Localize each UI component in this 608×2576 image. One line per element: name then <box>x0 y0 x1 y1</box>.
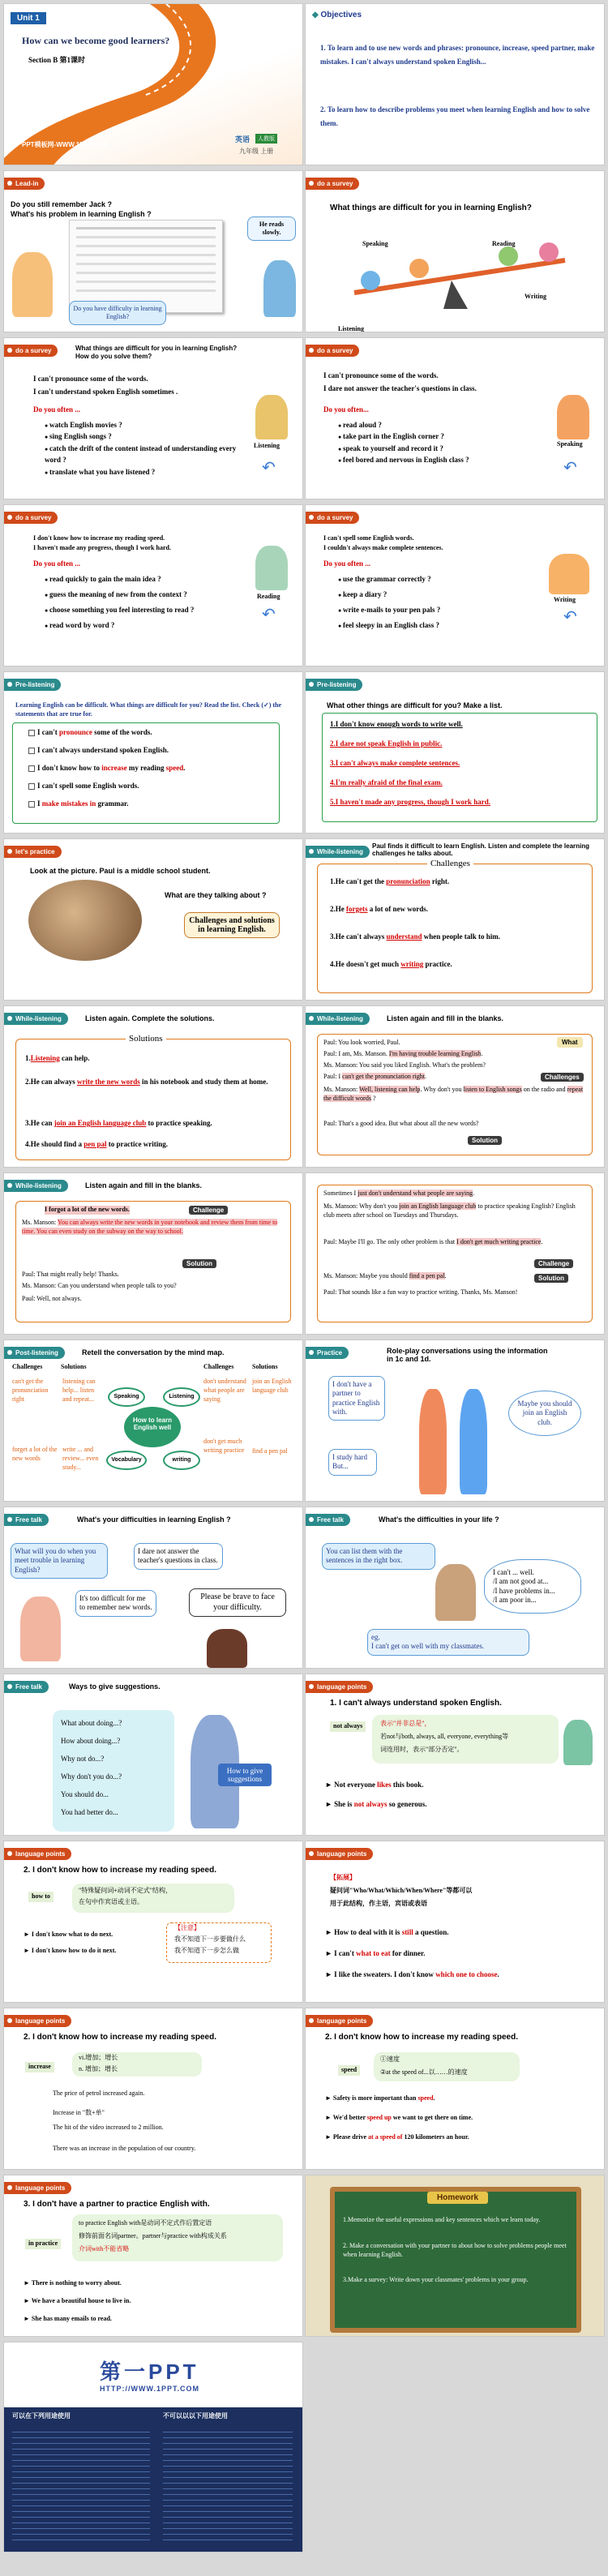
vocab-solution: write ... and review... even study... <box>62 1446 99 1471</box>
sentence: 1. I can't always understand spoken English. <box>330 1699 502 1708</box>
slide-dialogue-2[interactable] <box>3 1172 303 1335</box>
phrase-5: You should do... <box>61 1790 109 1798</box>
section-tag: While-listening <box>4 1013 68 1025</box>
solutions-label: Solutions <box>252 1363 278 1370</box>
speaking-person-illustration <box>557 395 589 439</box>
example-1: ► Not everyone likes this book. <box>325 1781 424 1789</box>
book-page-image <box>69 220 223 313</box>
slide-lead-in[interactable] <box>3 170 303 332</box>
listening-person-illustration <box>255 395 288 439</box>
suggestion-item: ● read word by word ? <box>45 618 263 633</box>
thinking-student-illustration <box>435 1564 476 1621</box>
example-5: ► I like the sweaters. I don't know which one to choose. <box>325 1970 499 1978</box>
instruction: Listen again. Complete the solutions. <box>85 1014 215 1022</box>
section-tag: language points <box>4 2015 71 2027</box>
section-tag: While-listening <box>306 1013 370 1025</box>
list-item-1: 1.I don't know enough words to write well. <box>330 720 463 728</box>
reading-person-illustration <box>255 546 288 590</box>
solution-4: 4.He should find a pen pal to practice writing. <box>25 1140 169 1148</box>
section-tag: do a survey <box>306 512 359 524</box>
sentence: 2. I don't know how to increase my reading speed. <box>24 2033 216 2042</box>
challenge-3: 3.He can't always understand when people talk to him. <box>330 932 501 941</box>
what-badge: What <box>557 1037 583 1048</box>
back-arrow-icon[interactable]: ↶ <box>262 459 276 477</box>
question: What other things are difficult for you? Make a list. <box>327 701 503 709</box>
meaning-noun: n. 增加；增长 <box>79 2065 118 2072</box>
suggestion-item: ● catch the drift of the content instead of understanding every word ? <box>45 443 247 466</box>
suggestion-item: ● read aloud ? <box>338 419 541 431</box>
suggestion-item: ● watch English movies ? <box>45 419 247 431</box>
section-tag: Free talk <box>306 1514 350 1526</box>
list-item-4: 4.I'm really afraid of the final exam. <box>330 778 443 787</box>
back-arrow-icon[interactable]: ↶ <box>563 608 577 626</box>
note-2: 若not与both, always, all, everyone, everything等 <box>380 1733 509 1740</box>
unit-badge: Unit 1 <box>11 12 46 24</box>
student-boy-illustration <box>460 1389 487 1494</box>
lesson-title: How can we become good learners? <box>22 35 170 46</box>
slide-survey-difficult[interactable] <box>305 170 605 332</box>
challenges-label: Challenges <box>12 1363 43 1370</box>
slide-dialogue-1[interactable] <box>305 1005 605 1168</box>
skill-label: Writing <box>554 596 576 603</box>
checkbox[interactable] <box>28 801 35 808</box>
phrase-2: How about doing...? <box>61 1737 121 1745</box>
phrase-3: Why not do...? <box>61 1755 105 1763</box>
definition-1: The price of petrol increased again. <box>53 2090 145 2097</box>
example-3: ► How to deal with it is still a question. <box>325 1928 449 1936</box>
problem-2: I haven't made any progress, though I work hard. <box>33 544 171 551</box>
girl-illustration <box>12 252 53 317</box>
instruction: Learning English can be difficult. What things are difficult for you? Read the list. Check (✓) the statements that are true for. <box>15 701 282 718</box>
section-tag: Free talk <box>4 1681 49 1693</box>
writing-solution: find a pen pal <box>252 1447 288 1455</box>
slide-free-talk-2[interactable] <box>305 1507 605 1669</box>
line-1: Sometimes I just don't understand what people are saying. <box>323 1189 475 1197</box>
line-3: Paul: Maybe I'll go. The only other problem is that I don't get much writing practice. <box>323 1238 543 1245</box>
vocabulary-node: Vocabulary <box>106 1451 147 1470</box>
example-4: ► I can't what to eat for dinner. <box>325 1949 426 1957</box>
disallowed-uses-heading: 不可以以以下用途使用 <box>163 2412 228 2420</box>
section-tag: Lead-in <box>4 178 45 190</box>
slide-language-point-6[interactable] <box>3 2175 303 2337</box>
note-3: 词连用时，表示"部分否定"。 <box>380 1746 464 1753</box>
solution-2: 2.He can always write the new words in his notebook and study them at home. <box>25 1078 268 1086</box>
speech-bubble: I dare not answer the teacher's questions in class. <box>134 1543 223 1570</box>
solution-3: 3.He can join an English language club to practice speaking. <box>25 1119 212 1127</box>
section-tag: do a survey <box>4 345 58 357</box>
link-list-right[interactable] <box>163 2427 293 2540</box>
solutions-heading: Solutions <box>126 1034 166 1044</box>
challenge-1: 1.He can't get the pronunciation right. <box>330 877 450 885</box>
suggestion-sign: How to give suggestions <box>218 1764 272 1786</box>
sentence-bubble: I can't ... well. /I am not good at... /I have problems in... /I am poor in... <box>484 1559 581 1614</box>
skill-label: Listening <box>254 442 280 449</box>
vocab-challenge: forget a lot of the new words <box>12 1446 58 1462</box>
meaning-2: ②at the speed of...以……的速度 <box>380 2068 468 2076</box>
section-tag: Pre-listening <box>4 679 61 691</box>
sentence: 2. I don't know how to increase my reading speed. <box>24 1866 216 1875</box>
objective-1: 1. To learn and to use new words and phrases: pronounce, increase, speed partner, make mistakes. I can't always understand spoken English... <box>320 44 595 66</box>
line-2: Ms. Manson: Why don't you join an English language club to practice speaking English? English club meets after school on Tuesdays and Thursdays. <box>323 1202 576 1219</box>
section-tag: do a survey <box>4 512 58 524</box>
solutions-label: Solutions <box>61 1363 87 1370</box>
section-tag: Post-listening <box>4 1347 65 1359</box>
thinking-girl-illustration <box>20 1597 61 1661</box>
logo-text: 第一PPT <box>100 2360 199 2384</box>
homework-2: 2. Make a conversation with your partner to about how to solve problems people meet when learning English. <box>343 2242 567 2258</box>
list-item-3: 3.I can't always make complete sentences. <box>330 759 460 767</box>
speaking-node: Speaking <box>108 1387 145 1407</box>
line-5: Paul: That sounds like a fun way to practice writing. Thanks, Ms. Manson! <box>323 1288 518 1296</box>
keyword: speed <box>338 2065 360 2076</box>
question: What's the difficulties in your life ? <box>379 1515 499 1524</box>
checkbox[interactable] <box>28 748 35 754</box>
suggestion-item: ● keep a diary ? <box>338 587 541 602</box>
suggestion-item: ● use the grammar correctly ? <box>338 572 541 587</box>
instruction: Role-play conversations using the information in 1c and 1d. <box>387 1347 548 1363</box>
section-tag: language points <box>306 1681 373 1693</box>
note-2: 在句中作宾语或主语。 <box>79 1898 143 1905</box>
homework-3: 3.Make a survey: Write down your classmates' problems in your group. <box>343 2276 529 2283</box>
check-item-1[interactable]: I can't pronounce some of the words. <box>28 727 152 737</box>
phrase-6: You had better do... <box>61 1808 118 1816</box>
writing-node: writing <box>163 1451 200 1470</box>
suggestion-item: ● speak to yourself and record it ? <box>338 443 541 454</box>
problem-1: I can't pronounce some of the words. <box>33 375 148 383</box>
instruction: Listen again and fill in the blanks. <box>387 1014 504 1022</box>
solution-label: Solution <box>534 1274 568 1283</box>
chalkboard <box>330 2187 581 2333</box>
speech-bubble: I don't have a partner to practice English with. <box>328 1376 385 1421</box>
talk-question: What are they talking about ? <box>165 891 267 899</box>
book-label: 英语 <box>235 135 250 144</box>
label-writing: Writing <box>525 293 546 300</box>
check-item-3[interactable]: I don't know how to increase my reading speed. <box>28 763 185 773</box>
example-1: ► I don't know what to do next. <box>24 1931 113 1938</box>
question: What things are difficult for you in learning English? <box>330 204 532 212</box>
note-text-2: 我不知道下一步怎么做 <box>174 1947 239 1954</box>
checklist-box <box>12 722 280 824</box>
slide-lets-practice[interactable] <box>3 838 303 1001</box>
section-tag: do a survey <box>306 178 359 190</box>
section-tag: Practice <box>306 1347 349 1359</box>
phrase-1: What about doing...? <box>61 1719 122 1727</box>
check-item-2[interactable]: I can't always understand spoken English. <box>28 745 169 755</box>
label-listening: Listening <box>338 325 365 332</box>
instruction: Listen again and fill in the blanks. <box>85 1181 203 1189</box>
label-speaking: Speaking <box>362 240 388 247</box>
note-1: 表示"并非总是"， <box>380 1720 431 1727</box>
slide-prelistening-check[interactable] <box>3 671 303 834</box>
slide-suggestions[interactable] <box>3 1674 303 1836</box>
challenges-label: Challenges <box>541 1073 584 1082</box>
line-2: Paul: I am, Ms. Manson. I'm having trouble learning English. <box>323 1050 483 1057</box>
section-tag: let's practice <box>4 846 62 858</box>
slide-challenges[interactable] <box>305 838 605 1001</box>
sentence: 2. I don't know how to increase my reading speed. <box>325 2033 518 2042</box>
line-6: Paul: That's a good idea. But what about all the new words? <box>323 1120 479 1127</box>
slide-role-play[interactable] <box>305 1339 605 1502</box>
example-2: ► I don't know how to do it next. <box>24 1947 117 1954</box>
check-item-5[interactable]: I make mistakes in grammar. <box>28 799 128 808</box>
section-tag: language points <box>306 1848 373 1860</box>
diamond-icon: ◆ <box>312 11 321 19</box>
extension-1: 疑问词"Who/What/Which/When/Where"等都可以 <box>330 1887 473 1894</box>
suggestion-item: ● sing English songs ? <box>45 431 247 442</box>
definition-2: Increase in "数+单" <box>53 2109 105 2116</box>
instruction: Retell the conversation by the mind map. <box>82 1348 225 1357</box>
section-tag: language points <box>306 2015 373 2027</box>
speech-bubble: Maybe you should join an English club. <box>508 1391 581 1436</box>
classroom-photo <box>28 880 142 961</box>
slide-solutions[interactable] <box>3 1005 303 1168</box>
question: Ways to give suggestions. <box>69 1682 161 1691</box>
listening-challenge: don't understand what people are saying <box>203 1378 246 1403</box>
checkbox[interactable] <box>28 765 35 772</box>
suggestion-item: ● choose something you feel interesting to read ? <box>45 602 263 618</box>
often-label: Do you often ... <box>323 559 370 568</box>
note-2: 修饰前面名词partner。partner与practice with构成关系 <box>79 2232 227 2240</box>
note-3: 介词with不能省略 <box>79 2245 130 2252</box>
slide-language-point-4[interactable] <box>3 2008 303 2170</box>
challenge-2: 2.He forgets a lot of new words. <box>330 905 428 913</box>
note-text-1: 我不知道下一步要做什么 <box>174 1935 246 1943</box>
often-label: Do you often ... <box>33 405 80 414</box>
checkbox[interactable] <box>28 783 35 790</box>
section-tag: language points <box>4 2182 71 2194</box>
line-4: Paul: I can't get the pronunciation right. <box>323 1073 426 1080</box>
student-illustration <box>563 1720 593 1765</box>
writing-challenge: don't get much writing practice <box>203 1438 245 1454</box>
skill-label: Speaking <box>557 440 583 448</box>
prompt: Look at the picture. Paul is a middle school student. <box>30 867 211 875</box>
slide-language-point-1[interactable] <box>305 1674 605 1836</box>
slide-mind-map[interactable] <box>3 1339 303 1502</box>
suggestion-item: ● write e-mails to your pen pals ? <box>338 602 541 618</box>
problem-1: I can't pronounce some of the words. <box>323 371 439 379</box>
press-badge: 人教版 <box>255 134 277 144</box>
student-girl-illustration <box>419 1389 447 1494</box>
section-tag: While-listening <box>306 846 370 858</box>
example-2: ► We have a beautiful house to live in. <box>24 2297 131 2304</box>
often-label: Do you often... <box>323 405 369 414</box>
keyword: increase <box>25 2062 54 2072</box>
homework-title: Homework <box>427 2192 488 2204</box>
slide-credits[interactable] <box>3 2342 303 2552</box>
slide-prelistening-list[interactable] <box>305 671 605 834</box>
challenges-heading: Challenges <box>427 859 473 868</box>
instruction: Paul finds it difficult to learn English. Listen and complete the learning challenges he talks about. <box>372 842 590 857</box>
example-1: ► Safety is more important than speed. <box>325 2094 435 2102</box>
answer-bubble: Challenges and solutions in learning English. <box>184 912 280 938</box>
example-3: ► Please drive at a speed of 120 kilometers an hour. <box>325 2133 469 2141</box>
meaning-1: ①速度 <box>380 2055 400 2063</box>
question-1: Do you still remember Jack ? <box>11 200 113 208</box>
problem-2: I can't understand spoken English sometimes . <box>33 388 178 396</box>
keyword: not always <box>330 1721 366 1732</box>
problem-1: I can't spell some English words. <box>323 534 414 542</box>
line-5: Paul: Well, not always. <box>22 1295 82 1302</box>
suggestion-item: ● read quickly to gain the main idea ? <box>45 572 263 587</box>
objectives-header: ◆ Objectives <box>312 11 362 19</box>
writing-person-illustration <box>549 554 589 594</box>
line-1: I forgot a lot of the new words. <box>45 1206 130 1213</box>
problem-2: I couldn't always make complete sentences. <box>323 544 443 551</box>
phrase-4: Why don't you do...? <box>61 1772 122 1781</box>
encourage-bubble: Please be brave to face your difficulty. <box>189 1588 286 1617</box>
slide-dialogue-3[interactable] <box>305 1172 605 1335</box>
slide-homework[interactable] <box>305 2175 605 2337</box>
homework-1: 1.Memorize the useful expressions and key sentences which we learn today. <box>343 2216 541 2223</box>
solution-label: Solution <box>468 1136 502 1145</box>
grade-label: 九年级 上册 <box>239 148 274 155</box>
checkbox[interactable] <box>28 730 35 736</box>
line-2: Ms. Manson: You can always write the new words in your notebook and review them from time to time. You can even study on the subway on the way to school. <box>22 1219 278 1235</box>
slide-language-point-2[interactable] <box>3 1841 303 2003</box>
question-bubble: What will you do when you meet trouble in learning English? <box>11 1543 108 1579</box>
line-4: Ms. Manson: Can you understand when people talk to you? <box>22 1282 177 1289</box>
problem-2: I dare not answer the teacher's questions in class. <box>323 384 477 392</box>
problem-1: I don't know how to increase my reading speed. <box>33 534 165 542</box>
slide-language-point-5[interactable] <box>305 2008 605 2170</box>
listening-node: Listening <box>163 1387 200 1407</box>
keyword: in practice <box>25 2239 61 2249</box>
slide-survey-speaking[interactable] <box>305 337 605 499</box>
speaking-challenge: can't get the pronunciation right <box>12 1378 49 1403</box>
section-tag: While-listening <box>4 1180 68 1192</box>
line-5: Ms. Manson: Well, listening can help. Why don't you listen to English songs on the radio and repeat the difficult words ? <box>323 1086 584 1102</box>
slide-survey-listening[interactable] <box>3 337 303 499</box>
suggestion-item: ● take part in the English corner ? <box>338 431 541 442</box>
often-label: Do you often ... <box>33 559 80 568</box>
label-reading: Reading <box>492 240 516 247</box>
extension-2: 用于此结构，作主语，宾语或表语 <box>330 1900 427 1907</box>
definition-4: There was an increase in the population of our country. <box>53 2145 196 2152</box>
suggestion-item: ● feel bored and nervous in English class ? <box>338 454 541 465</box>
solution-1: 1.Listening can help. <box>25 1054 90 1062</box>
slide-objectives[interactable] <box>305 3 605 165</box>
boy-illustration <box>263 260 296 317</box>
slide-language-point-3[interactable] <box>305 1841 605 2003</box>
suggestion-item: ● feel sleepy in an English class ? <box>338 618 541 633</box>
suggestion-item: ● translate what you have listened ? <box>45 466 247 478</box>
line-3: Paul: That might really help! Thanks. <box>22 1271 119 1278</box>
section-tag: language points <box>4 1848 71 1860</box>
challenge-4: 4.He doesn't get much writing practice. <box>330 960 452 968</box>
example-bubble: eg. I can't get on well with my classmates. <box>367 1629 529 1656</box>
challenges-label: Challenges <box>203 1363 234 1370</box>
site-url[interactable]: HTTP://WWW.1PPT.COM <box>100 2385 199 2393</box>
line-4: Ms. Manson: Maybe you should find a pen pal. <box>323 1272 447 1279</box>
example-1: ► There is nothing to worry about. <box>24 2279 122 2287</box>
speech-bubble: It's too difficult for me to remember new words. <box>75 1590 156 1617</box>
section-tag: Pre-listening <box>306 679 362 691</box>
note-1: "特殊疑问词+动词不定式"结构， <box>79 1887 173 1894</box>
extension-title: 【拓展】 <box>330 1874 356 1881</box>
challenge-label: Challenge <box>189 1206 228 1215</box>
sentence: 3. I don't have a partner to practice English with. <box>24 2200 210 2209</box>
solution-label: Solution <box>182 1259 216 1268</box>
info-bubble: You can list them with the sentences in the right box. <box>322 1543 435 1570</box>
list-item-2: 2.I dare not speak English in public. <box>330 739 443 748</box>
slide-survey-reading[interactable] <box>3 504 303 667</box>
section-tag: do a survey <box>306 345 359 357</box>
back-arrow-icon[interactable]: ↶ <box>563 459 577 477</box>
check-item-4[interactable]: I can't spell some English words. <box>28 781 139 791</box>
note-title: 【注意】 <box>174 1924 200 1931</box>
skill-label: Reading <box>257 593 280 600</box>
back-arrow-icon[interactable]: ↶ <box>262 606 276 624</box>
question: What's your difficulties in learning English ? <box>77 1515 231 1524</box>
example-2: ► She is not always so generous. <box>325 1800 427 1808</box>
question-1: What things are difficult for you in learning English? <box>75 345 238 352</box>
keyword: how to <box>28 1892 54 1902</box>
seesaw-illustration <box>338 236 581 325</box>
slide-free-talk-1[interactable] <box>3 1507 303 1669</box>
challenge-label: Challenge <box>534 1259 573 1268</box>
slide-title[interactable] <box>3 3 303 165</box>
example-2: ► We'd better speed up we want to get there on time. <box>325 2114 473 2121</box>
section-label: Section B 第1课时 <box>28 56 86 64</box>
slide-survey-writing[interactable] <box>305 504 605 667</box>
allowed-uses-heading: 可以在下列用途使用 <box>12 2412 71 2420</box>
link-list-left[interactable] <box>12 2427 150 2540</box>
speaking-solution: listening can help... listen and repeat... <box>62 1378 96 1403</box>
speech-bubble: I study hard But... <box>328 1449 377 1476</box>
reads-slowly-bubble: He reads slowly. <box>247 216 296 241</box>
suggestion-item: ● guess the meaning of new from the context ? <box>45 587 263 602</box>
meaning-verb: vi.增加；增长 <box>79 2054 118 2061</box>
cartoon-girl-illustration <box>207 1629 247 1668</box>
brand-text[interactable]: 第一PPT模板网-WWW.1PPT.COM <box>9 141 109 148</box>
section-tag: Free talk <box>4 1514 49 1526</box>
list-item-5: 5.I haven't made any progress, though I work hard. <box>330 798 490 806</box>
definition-3: The hit of the video increased to 2 million. <box>53 2124 164 2131</box>
difficulty-bubble: Do you have difficulty in learning English? <box>69 301 166 325</box>
note-1: to practice English with是动词不定式作后置定语 <box>79 2219 212 2227</box>
question-2: How do you solve them? <box>75 353 152 360</box>
example-3: ► She has many emails to read. <box>24 2315 112 2322</box>
listening-solution: join an English language club <box>252 1378 292 1394</box>
objective-2: 2. To learn how to describe problems you meet when learning English and how to solve them. <box>320 105 590 128</box>
line-3: Ms. Manson: You said you liked English. What's the problem? <box>323 1061 486 1069</box>
line-1: Paul: You look worried, Paul. <box>323 1039 400 1046</box>
question-2: What's his problem in learning English ? <box>11 210 152 218</box>
hub-node: How to learn English well <box>124 1407 181 1447</box>
